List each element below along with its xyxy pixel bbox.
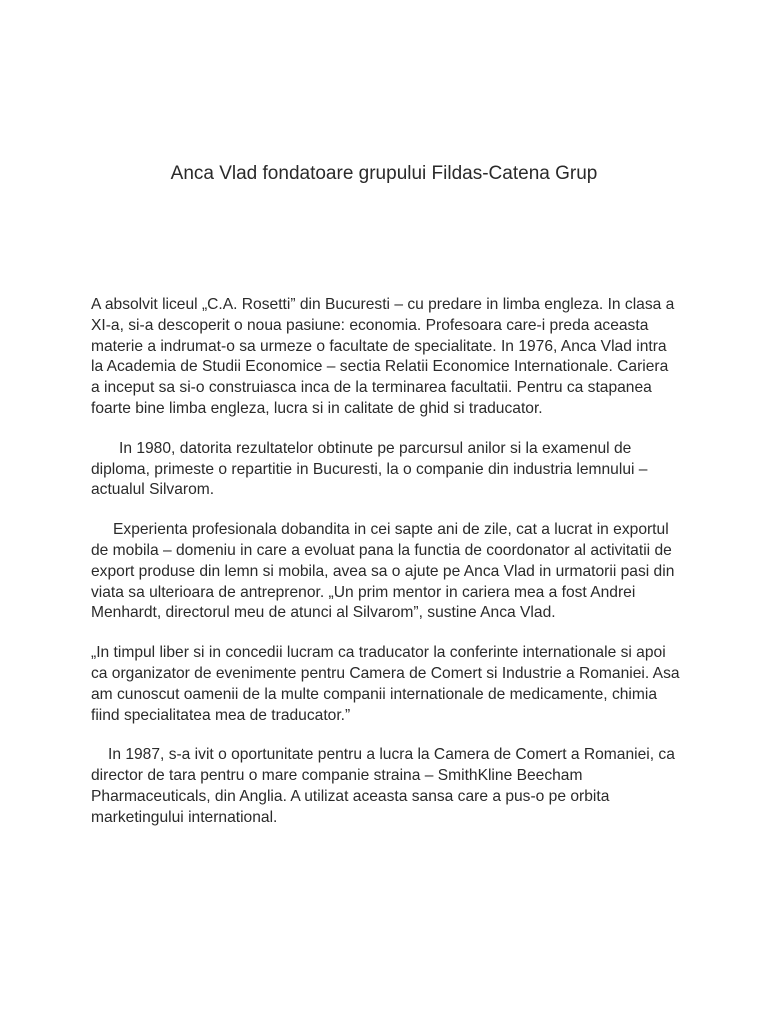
paragraph-opportunity: In 1987, s-a ivit o oportunitate pentru a lucra la Camera de Comert a Romaniei, ca director de tara pentru o mare companie straina – SmithKline Beecham Pharmaceuticals, din Anglia. A utilizat aceasta sansa care a pus-o pe orbita marketingului international. (91, 746, 675, 826)
document-body (91, 295, 681, 848)
paragraph-education: A absolvit liceul „C.A. Rosetti” din Bucuresti – cu predare in limba engleza. In clasa a XI-a, si-a descoperit o noua pasiune: economia. Profesoara care-i preda aceasta materie a indrumat-o sa urmeze o facultate de specialitate. In 1976, Anca Vlad intra la Academia de Studii Economice – sectia Relatii Economice Internationale. Cariera a inceput sa si-o construiasca inca de la terminarea facultatii. Pentru ca stapanea foarte bine limba engleza, lucra si in calitate de ghid si traducator. (91, 296, 675, 417)
paragraph-quote: „In timpul liber si in concedii lucram ca traducator la conferinte internationale si apoi ca organizator de evenimente pentru Camera de Comert si Industrie a Romaniei. Asa am cunoscut oamenii de la multe companii internationale de medicamente, chimia fiind specialitatea mea de traducator.” (91, 644, 680, 724)
paragraph-first-job: In 1980, datorita rezultatelor obtinute pe parcursul anilor si la examenul de diploma, primeste o repartitie in Bucuresti, la o companie din industria lemnului – actualul Silvarom. (91, 439, 648, 499)
paragraph-experience: Experienta profesionala dobandita in cei sapte ani de zile, cat a lucrat in exportul de mobila – domeniu in care a evoluat pana la functia de coordonator al activitatii de export produse din lemn si mobila, avea sa o ajute pe Anca Vlad in urmatorii pasi din viata sa ulterioara de antreprenor. „Un prim mentor in cariera mea a fost Andrei Menhardt, directorul meu de atunci al Silvarom”, sustine Anca Vlad. (91, 521, 675, 622)
document-title: Anca Vlad fondatoare grupului Fildas-Catena Grup (170, 163, 598, 184)
